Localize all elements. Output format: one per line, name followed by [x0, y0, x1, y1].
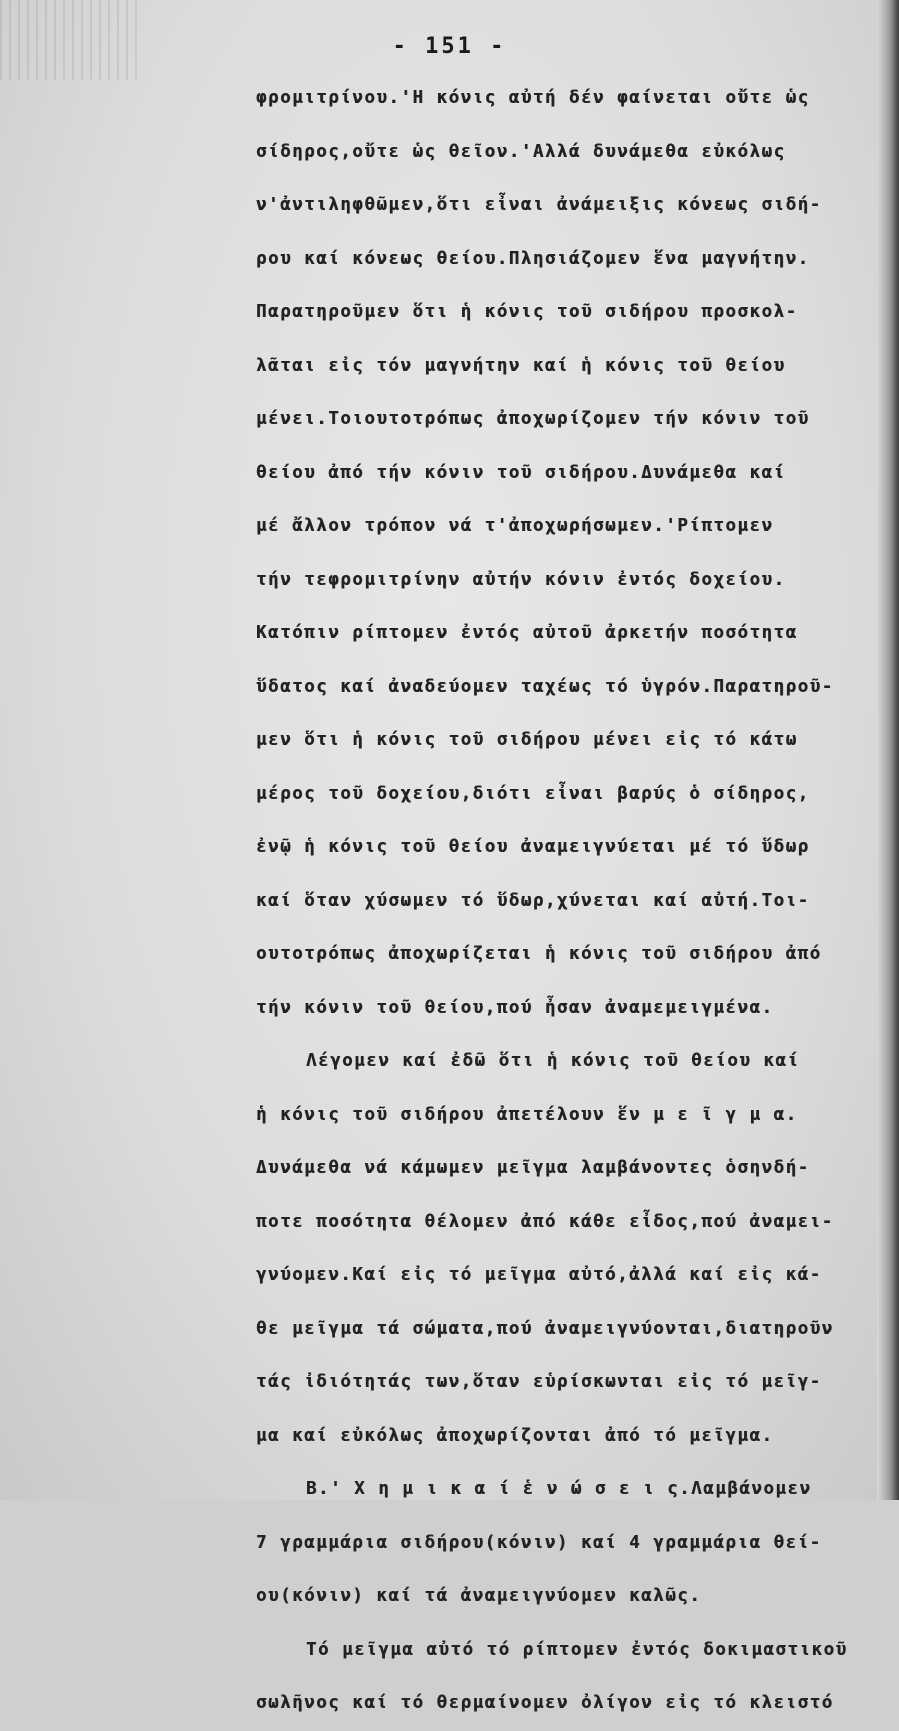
text-line: ουτοτρόπως ἀποχωρίζεται ἡ κόνις τοῦ σιδήρου ἀπό [256, 944, 822, 964]
text-line: ποτε ποσότητα θέλομεν ἀπό κάθε εἶδος,πού ἀναμει- [256, 1211, 834, 1232]
text-line: Κατόπιν ρίπτομεν ἐντός αὐτοῦ ἀρκετήν ποσότητα [256, 623, 798, 643]
text-line: θε μεῖγμα τά σώματα,πού ἀναμειγνύονται,διατηροῦν [256, 1318, 834, 1339]
text-line: φρομιτρίνου.'Η κόνις αὐτή δέν φαίνεται οὔτε ὡς [256, 88, 810, 108]
text-line: ἡ κόνις τοῦ σιδήρου ἀπετέλουν ἕν μ ε ῖ γ μ α. [256, 1104, 798, 1125]
text-line: Τό μεῖγμα αὐτό τό ρίπτομεν ἐντός δοκιμαστικοῦ [306, 1639, 848, 1660]
text-line: μεν ὅτι ἡ κόνις τοῦ σιδήρου μένει εἰς τό κάτω [256, 730, 798, 750]
text-line: καί ὅταν χύσωμεν τό ὕδωρ,χύνεται καί αὐτή.Τοι- [256, 890, 810, 911]
text-line: ὕδατος καί ἀναδεύομεν ταχέως τό ὑγρόν.Παρατηροῦ- [256, 676, 834, 697]
text-line: τήν τεφρομιτρίνην αὐτήν κόνιν ἐντός δοχείου. [256, 569, 786, 590]
section-heading-line: Β.' Χ η μ ι κ α ί ἑ ν ώ σ ε ι ς.Λαμβάνομεν [306, 1479, 812, 1499]
text-line: ρου καί κόνεως θείου.Πλησιάζομεν ἕνα μαγνήτην. [256, 248, 810, 269]
typewritten-text [256, 72, 884, 1731]
text-line: θείου ἀπό τήν κόνιν τοῦ σιδήρου.Δυνάμεθα καί [256, 462, 786, 483]
text-line: γνύομεν.Καί εἰς τό μεῖγμα αὐτό,ἀλλά καί εἰς κά- [256, 1265, 822, 1285]
text-line: μα καί εὐκόλως ἀποχωρίζονται ἀπό τό μεῖγμα. [256, 1425, 774, 1446]
text-line: σωλῆνος καί τό θερμαίνομεν ὀλίγον εἰς τό κλειστό [256, 1693, 834, 1713]
text-line: τήν κόνιν τοῦ θείου,πού ἦσαν ἀναμεμειγμένα. [256, 997, 774, 1018]
text-line: ου(κόνιν) καί τά ἀναμειγνύομεν καλῶς. [256, 1586, 702, 1606]
text-line: τάς ἰδιότητάς των,ὅταν εὑρίσκωνται εἰς τό μεῖγ- [256, 1372, 822, 1392]
text-line: Παρατηροῦμεν ὅτι ἡ κόνις τοῦ σιδήρου προσκολ- [256, 302, 798, 322]
text-line: ν'ἀντιληφθῶμεν,ὅτι εἶναι ἀνάμειξις κόνεως σιδή- [256, 195, 822, 215]
page-number: - 151 - [392, 34, 507, 59]
text-line: Δυνάμεθα νά κάμωμεν μεῖγμα λαμβάνοντες ὁσηνδή- [256, 1158, 810, 1178]
text-line: μένει.Τοιουτοτρόπως ἀποχωρίζομεν τήν κόνιν τοῦ [256, 409, 810, 429]
text-line: ἐνῷ ἡ κόνις τοῦ θείου ἀναμειγνύεται μέ τό ὕδωρ [256, 837, 810, 857]
text-line: σίδηρος,οὔτε ὡς θεῖον.'Αλλά δυνάμεθα εὐκόλως [256, 141, 786, 162]
text-line: λᾶται εἰς τόν μαγνήτην καί ἡ κόνις τοῦ θείου [256, 355, 786, 376]
text-line: Λέγομεν καί ἐδῶ ὅτι ἡ κόνις τοῦ θείου καί [306, 1051, 800, 1071]
text-line: μέρος τοῦ δοχείου,διότι εἶναι βαρύς ὁ σίδηρος, [256, 783, 810, 804]
text-line: μέ ἄλλον τρόπον νά τ'ἀποχωρήσωμεν.'Ρίπτομεν [256, 516, 774, 536]
text-line: 7 γραμμάρια σιδήρου(κόνιν) καί 4 γραμμάρια θεί- [256, 1532, 822, 1553]
